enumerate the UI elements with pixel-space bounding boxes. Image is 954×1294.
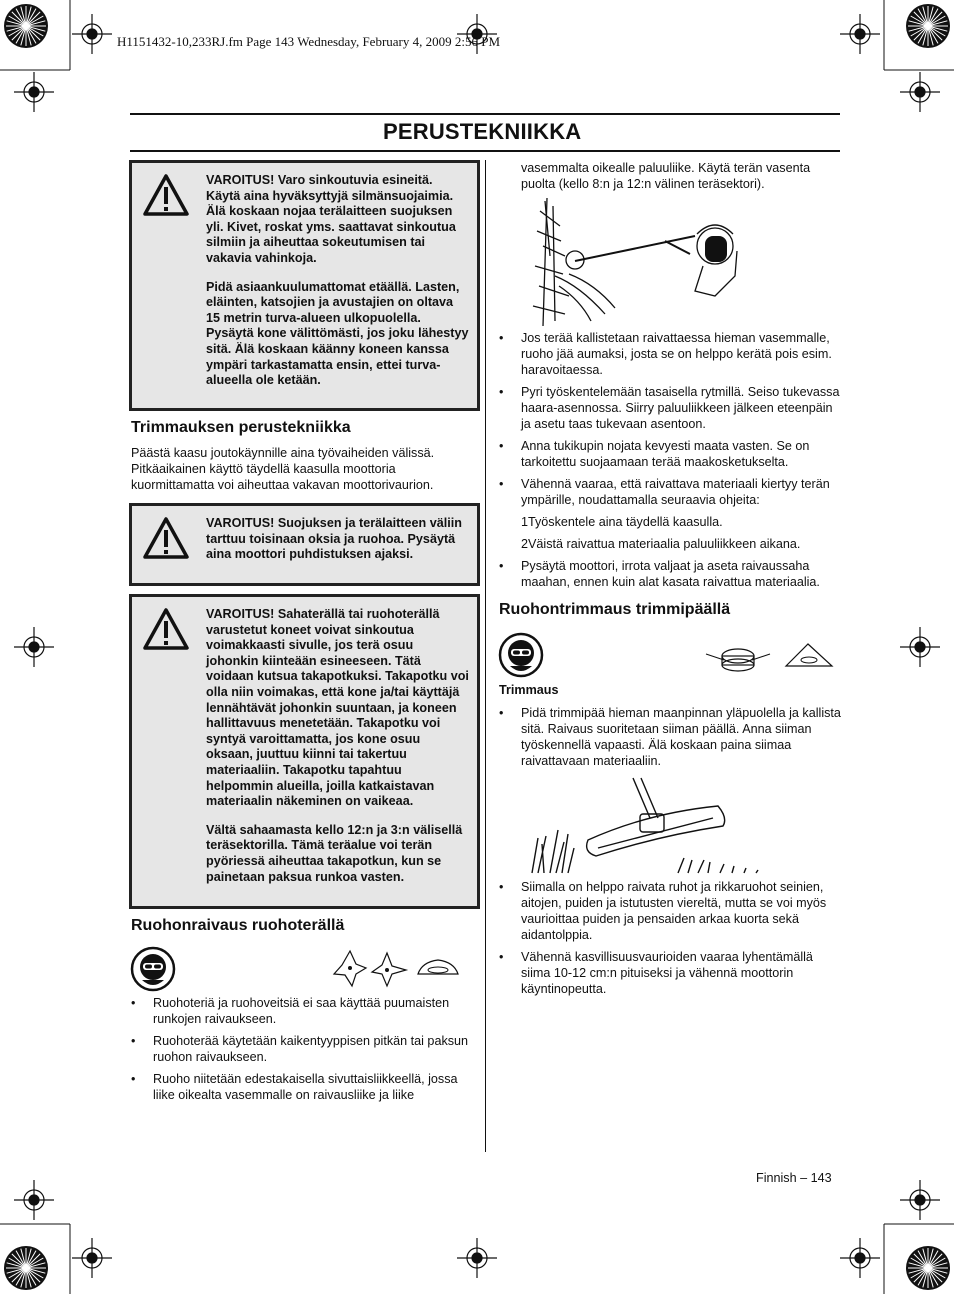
warning-triangle-icon — [142, 607, 190, 651]
numbered-step-1: 1Työskentele aina täydellä kaasulla. — [521, 515, 723, 529]
list-item: • Pyri työskentelemään tasaisella rytmillä. Seiso tukevassa haara-asennossa. Siirry paluuliikkeen jälkeen eteenpäin ja asetu taas tukevaan asentoon. — [499, 385, 840, 431]
clearing-saw-illustration — [525, 196, 755, 326]
warning-triangle-icon — [142, 516, 190, 560]
list-item: • Siimalla on helppo raivata ruhot ja rikkaruohot seinien, aitojen, puiden ja istutusten viereltä, mutta se voi myös vaurioittaa puiden ja pensaiden arkaa kuorta sekä aidantolppia. — [499, 880, 827, 942]
trim-bullet-list-2 — [499, 879, 844, 1003]
grass-blade-bullet-list — [131, 995, 473, 1109]
trimmer-head-icons — [706, 638, 836, 678]
section-title-trimming-basics: Trimmauksen perustekniikka — [131, 419, 351, 436]
trim-label: Trimmaus — [499, 683, 559, 697]
list-item: • Anna tukikupin nojata kevyesti maata vasten. Se on tarkoitettu suojaamaan terää maakosketukselta. — [499, 439, 810, 469]
title-rule-top — [130, 113, 840, 115]
list-item: • Vähennä vaaraa, että raivattava materiaali kiertyy terän ympärille, noudattamalla seuraavia ohjeita: — [499, 477, 830, 507]
warning-paragraph: Vältä sahaamasta kello 12:n ja 3:n välisellä teräsektorilla. Tämä teräalue voi terän pyöriessä aiheuttaa takapotkun, kun se painetaan paksua runkoa vasten. — [206, 822, 463, 884]
clearing-bullet-list — [499, 330, 844, 514]
list-item: • Pysäytä moottori, irrota valjaat ja aseta raivaussaha maahan, ennen kuin alat kasata raivattua materiaalia. — [499, 559, 820, 589]
face-protection-icon — [130, 946, 176, 992]
clearing-bullet-list-end — [499, 558, 844, 596]
list-item: • Ruohoterää käytetään kaikentyyppisen pitkän tai paksun ruohon raivaukseen. — [131, 1034, 469, 1064]
warning-paragraph: VAROITUS! Suojuksen ja terälaitteen väliin tarttuu toisinaan oksia ja ruohoa. Pysäytä aina moottori puhdistuksen ajaksi. — [206, 516, 462, 562]
file-header: H1151432-10,233RJ.fm Page 143 Wednesday, February 4, 2009 2:56 PM — [117, 34, 501, 49]
warning-paragraph: Pidä asiaankuulumattomat etäällä. Lasten, eläinten, katsojien ja avustajien on oltava 15 metrin turva-alueen ulkopuolella. Pysäytä kone välittömästi, jos joku lähestyy sitä. Älä koskaan käänny koneen kanssa ympäri tarkastamatta ensin, ettei turva-alueella ole ketään. — [206, 279, 469, 388]
warning-paragraph: VAROITUS! Sahaterällä tai ruohoterällä varustetut koneet voivat sinkoutua voimakkaasti sivulle, jos terä osuu johonkin kiinteään esineeseen. Tätä voidaan kutsua takapotkuksi. Takapotku voi olla niin voimakas, että kone ja/tai käyttäjä lennähtävät johonkin suuntaan, ja koneen hallittavuus menetetään. Takapotku voi syntyä varoittamatta, jos kone osuu oksaan, juuttuu kiinni tai takertuu materiaaliin. Takapotku tapahtuu helpommin alueilla, joilla katkaistavan materiaalin näkeminen on vaikeaa. — [206, 607, 469, 809]
warning-text — [206, 173, 469, 402]
warning-triangle-icon — [142, 173, 190, 217]
warning-box-cleaning — [129, 503, 480, 586]
page-title: PERUSTEKNIIKKA — [383, 119, 582, 144]
blade-icons — [332, 948, 462, 988]
title-rule-bottom — [130, 150, 840, 152]
warning-paragraph: VAROITUS! Varo sinkoutuvia esineitä. Käytä aina hyväksyttyjä silmänsuojaimia. Älä koskaan nojaa terälaitteen suojuksen yli. Kivet, roskat yms. saattavat sinkoutua silmiin ja aiheuttaa sokeutumisen tai vakavia vahinkoja. — [206, 173, 456, 265]
list-item: • Vähennä kasvillisuusvaurioiden vaaraa lyhentämällä siima 10-12 cm:n pituiseksi ja vähennä moottorin käyntinopeutta. — [499, 950, 813, 996]
page-number: Finnish – 143 — [756, 1171, 832, 1185]
column-divider — [485, 160, 486, 1152]
list-item: • Pidä trimmipää hieman maanpinnan yläpuolella ja kallista sitä. Raivaus suoritetaan siiman päällä. Anna siiman työskennellä vapaasti. Älä koskaan paina siimaa raivattavaan materiaaliin. — [499, 706, 841, 768]
warning-box-projectiles — [129, 160, 480, 411]
warning-text — [206, 607, 469, 898]
section-title-grass-blade: Ruohonraivaus ruohoterällä — [131, 917, 345, 934]
continuation-text: vasemmalta oikealle paluuliike. Käytä terän vasenta puolta (kello 8:n ja 12:n välinen teräsektori). — [521, 161, 811, 191]
trimmer-head-grass-illustration — [528, 778, 768, 878]
list-item: • Ruoho niitetään edestakaisella sivuttaisliikkeellä, jossa liike oikealta vasemmalle on raivausliike ja liike — [131, 1072, 458, 1102]
trimming-basics-text: Päästä kaasu joutokäynnille aina työvaiheiden välissä. Pitkäaikainen käyttö täydellä kaasulla moottoria kuormittamatta voi aiheuttaa vakavan moottorivaurion. — [131, 446, 435, 492]
warning-box-kickback — [129, 594, 480, 909]
trim-bullet-list — [499, 705, 844, 775]
numbered-step-2: 2Väistä raivattua materiaalia paluuliikkeen aikana. — [521, 537, 801, 551]
list-item: • Ruohoteriä ja ruohoveitsiä ei saa käyttää puumaisten runkojen raivaukseen. — [131, 996, 450, 1026]
list-item: • Jos terää kallistetaan raivattaessa hieman vasemmalle, ruoho jää aumaksi, josta se on helppo kerätä pois esim. haravoitaessa. — [499, 331, 832, 377]
section-title-trimmer-head: Ruohontrimmaus trimmipäällä — [499, 601, 731, 618]
warning-text — [206, 516, 469, 576]
face-protection-icon — [498, 632, 544, 678]
